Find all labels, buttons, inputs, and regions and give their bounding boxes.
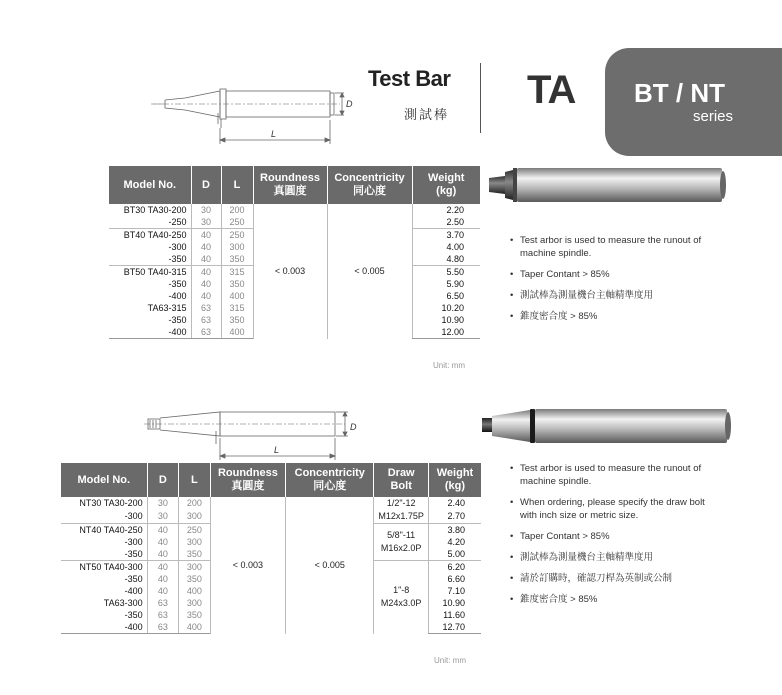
col-draw-bolt: Draw Bolt bbox=[374, 463, 429, 497]
table-row: BT50 TA40-315 40 315 5.50 bbox=[109, 266, 480, 279]
header-divider bbox=[480, 63, 481, 133]
note-item: • Test arbor is used to measure the runout of machine spindle. bbox=[508, 462, 713, 488]
note-item: • When ordering, please specify the draw bolt with inch size or metric size. bbox=[508, 496, 713, 522]
note-item: • Taper Contant > 85% bbox=[508, 530, 713, 543]
col-concentricity: Concentricity 同心度 bbox=[286, 463, 374, 497]
col-concentricity: Concentricity 同心度 bbox=[327, 166, 412, 204]
col-model: Model No. bbox=[109, 166, 191, 204]
bt-notes bbox=[508, 234, 708, 331]
table-row: -400 63 400 12.70 bbox=[61, 621, 481, 634]
table-row: -350 40 350 6.60 bbox=[61, 573, 481, 585]
table-row: -350 40 350 4.80 bbox=[109, 253, 480, 266]
dimension-l-label: L bbox=[274, 445, 280, 455]
nt-test-bar-photo bbox=[478, 404, 740, 448]
table-row: BT40 TA40-250 40 250 3.70 bbox=[109, 229, 480, 242]
draw-bolt-value: 5/8"-11 M16x2.0P bbox=[374, 524, 429, 561]
dimension-l-label: L bbox=[271, 129, 277, 139]
table-row: -400 40 400 6.50 bbox=[109, 290, 480, 302]
series-badge-subtitle: series bbox=[693, 108, 734, 125]
table-row: -350 40 350 5.90 bbox=[109, 278, 480, 290]
col-d: D bbox=[147, 463, 179, 497]
bt-test-bar-photo bbox=[485, 160, 735, 210]
table-row: -350 63 350 10.90 bbox=[109, 314, 480, 326]
col-l: L bbox=[221, 166, 253, 204]
nt-spec-table bbox=[61, 463, 481, 634]
note-item: • Taper Contant > 85% bbox=[508, 268, 708, 281]
note-item: • 測試棒為測量機台主軸精準度用 bbox=[508, 551, 713, 564]
col-roundness: Roundness 真圓度 bbox=[253, 166, 327, 204]
col-roundness: Roundness 真圓度 bbox=[210, 463, 286, 497]
note-item: • 錐度密合度 > 85% bbox=[508, 310, 708, 323]
page-title-chinese: 測試棒 bbox=[404, 107, 450, 122]
bt-unit-note: Unit: mm bbox=[433, 361, 465, 370]
table-row: NT30 TA30-200 30 200 < 0.003 < 0.005 1/2"-12 M12x1.75P 2.40 bbox=[61, 497, 481, 510]
note-item: • 請於訂購時，確認刀桿為英制或公制 bbox=[508, 572, 713, 585]
col-weight: Weight (kg) bbox=[412, 166, 480, 204]
draw-bolt-value: 1/2"-12 M12x1.75P bbox=[374, 497, 429, 524]
table-row: NT40 TA40-250 40 250 5/8"-11 M16x2.0P 3.80 bbox=[61, 524, 481, 537]
page-title: Test Bar bbox=[368, 66, 451, 91]
series-code: TA bbox=[527, 68, 576, 112]
nt-unit-note: Unit: mm bbox=[434, 656, 466, 665]
dimension-d-label: D bbox=[346, 99, 353, 109]
col-weight: Weight (kg) bbox=[428, 463, 481, 497]
table-row: NT50 TA40-300 40 300 1"-8 M24x3.0P 6.20 bbox=[61, 561, 481, 574]
nt-test-bar-drawing bbox=[140, 406, 360, 466]
dimension-d-label: D bbox=[350, 422, 357, 432]
table-row: TA63-300 63 300 10.90 bbox=[61, 597, 481, 609]
roundness-value: < 0.003 bbox=[210, 497, 286, 634]
table-row: -350 63 350 11.60 bbox=[61, 609, 481, 621]
note-item: • 錐度密合度 > 85% bbox=[508, 593, 713, 606]
bt-test-bar-drawing bbox=[145, 84, 360, 150]
table-row: -300 40 300 4.20 bbox=[61, 536, 481, 548]
table-row: -250 30 250 2.50 bbox=[109, 216, 480, 229]
series-badge-title: BT / NT bbox=[634, 78, 725, 108]
concentricity-value: < 0.005 bbox=[327, 204, 412, 339]
col-l: L bbox=[179, 463, 211, 497]
note-item: • 測試棒為測量機台主軸精準度用 bbox=[508, 289, 708, 302]
table-row: BT30 TA30-200 30 200 < 0.003 < 0.005 2.20 bbox=[109, 204, 480, 216]
col-model: Model No. bbox=[61, 463, 147, 497]
bt-spec-table bbox=[109, 166, 480, 339]
draw-bolt-value: 1"-8 M24x3.0P bbox=[374, 561, 429, 634]
table-row: -350 40 350 5.00 bbox=[61, 548, 481, 561]
table-row: -300 30 300 2.70 bbox=[61, 510, 481, 524]
note-item: • Test arbor is used to measure the runout of machine spindle. bbox=[508, 234, 708, 260]
col-d: D bbox=[191, 166, 221, 204]
table-row: -300 40 300 4.00 bbox=[109, 241, 480, 253]
nt-notes bbox=[508, 462, 713, 614]
concentricity-value: < 0.005 bbox=[286, 497, 374, 634]
table-row: TA63-315 63 315 10.20 bbox=[109, 302, 480, 314]
roundness-value: < 0.003 bbox=[253, 204, 327, 339]
table-row: -400 63 400 12.00 bbox=[109, 326, 480, 339]
table-row: -400 40 400 7.10 bbox=[61, 585, 481, 597]
